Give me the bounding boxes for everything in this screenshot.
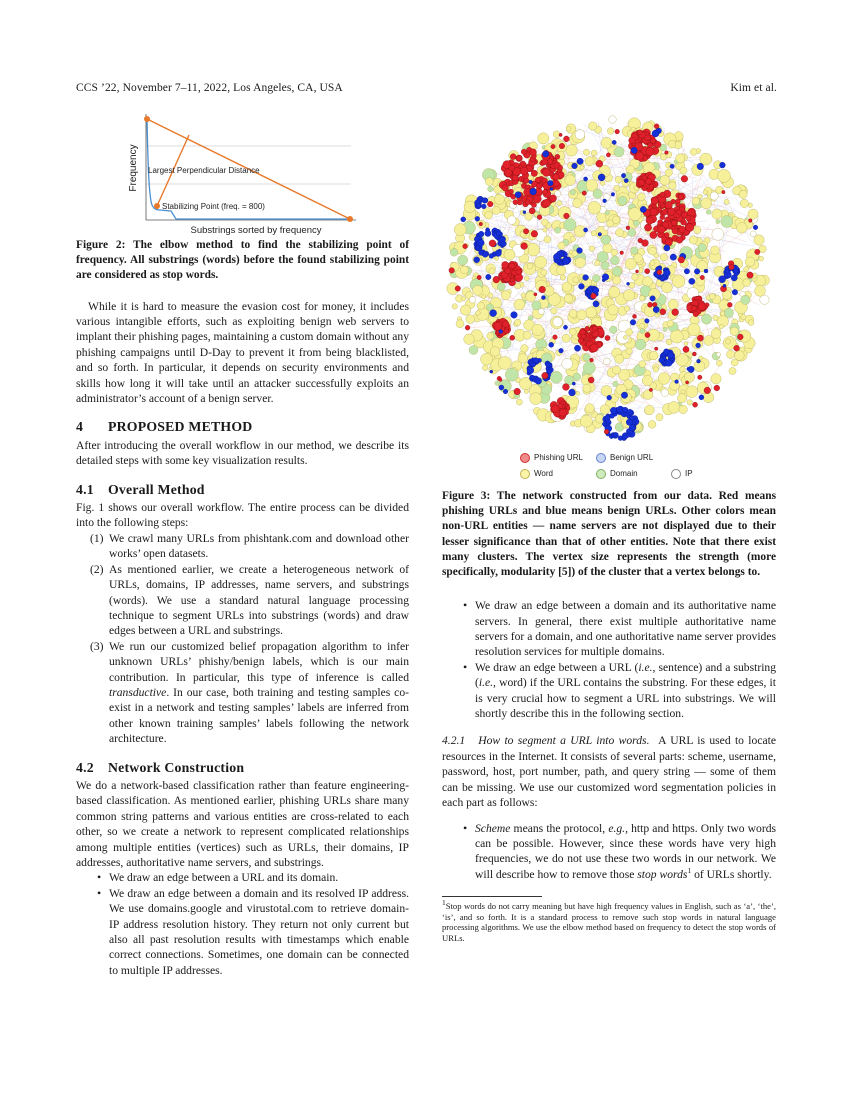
figure-2-elbow-chart bbox=[76, 108, 409, 236]
benign-swatch-icon bbox=[596, 453, 606, 463]
right-column bbox=[442, 108, 776, 944]
legend-word: Word bbox=[520, 466, 553, 481]
section-4-intro: After introducing the overall workflow in our method, we describe its detailed steps with some key visualization results. bbox=[76, 438, 409, 468]
section-4-2-heading bbox=[76, 760, 409, 775]
subsection-number: 4.2.1 bbox=[442, 734, 466, 748]
list-item: • We draw an edge between a domain and its authoritative name servers. In general, there exist multiple authoritative name servers for a domain, and one authoritative name server provides resolution services for multiple domains. bbox=[442, 598, 776, 660]
section-4-1-heading bbox=[76, 482, 409, 497]
list-item: (1) We crawl many URLs from phishtank.com and download other works’ open datasets. bbox=[90, 531, 409, 561]
annotation-stabilizing: Stabilizing Point (freq. = 800) bbox=[162, 202, 265, 211]
subsection-title: How to segment a URL into words. bbox=[478, 734, 650, 748]
figure-2-caption: Figure 2: The elbow method to find the stabilizing point of frequency. All substrings (words) before the found stabilizing point are considered as stop words. bbox=[76, 239, 409, 282]
paragraph-evasion-cost: While it is hard to measure the evasion cost for money, it includes various intangible efforts, such as exploiting benign web servers to implant their phishing pages, maintaining a custom domain without any phishing campaigns until D-Day to prevent it from being blacklisted, and so forth. In particular, it depends on security environments and skills how long it will take until an attacker successfully exploits an administrator’s account of a benign server. bbox=[76, 299, 409, 406]
figure-3-caption: Figure 3: The network constructed from our data. Red means phishing URLs and blue means benign URLs. Other colors mean non-URL entities — name servers are not displayed due to their lesser significance than that of other entities. Note that there exist many clusters. The vertex size represents the strength (more specifically, modularity [5]) of the cluster that a vertex belongs to. bbox=[442, 490, 776, 579]
footnote-rule bbox=[442, 896, 542, 897]
word-swatch-icon bbox=[520, 469, 530, 479]
edge-rules-list-continued bbox=[442, 598, 776, 721]
left-column bbox=[76, 108, 409, 978]
annotation-perpendicular: Largest Perpendicular Distance bbox=[148, 166, 260, 175]
list-item: (2) As mentioned earlier, we create a heterogeneous network of URLs, domains, IP addresses, name servers, and substrings (words). We use a standard natural language processing technique to segment URLs into substrings (words) and draw edges between a URL and substrings. bbox=[90, 562, 409, 638]
running-header-left: CCS ’22, November 7–11, 2022, Los Angeles, CA, USA bbox=[76, 82, 343, 94]
subsection-4-2-1: 4.2.1 How to segment a URL into words. A URL is used to locate resources in the Internet. It consists of several parts: scheme, username, password, host, port number, path, and query string — some of them can be missing. We use our customized word segmentation policies in each part as follows: bbox=[442, 734, 776, 810]
legend-domain: Domain bbox=[596, 466, 638, 481]
domain-swatch-icon bbox=[596, 469, 606, 479]
section-4-2-paragraph: We do a network-based classification rather than feature engineering-based classification. As mentioned earlier, phishing URLs share many common string patterns and various entities are cross-related to each other, so we create a network to represent complicated relationships among multiple entities (vertices) such as URLs, their domains, IP addresses, authoritative name servers, and substrings. bbox=[76, 778, 409, 870]
list-item: • We draw an edge between a URL and its domain. bbox=[76, 870, 409, 885]
legend-ip: IP bbox=[671, 466, 693, 481]
x-axis-label: Substrings sorted by frequency bbox=[190, 225, 322, 236]
list-item: • We draw an edge between a URL (i.e., sentence) and a substring (i.e., word) if the URL contains the substring. For these edges, it is very crucial how to segment a URL into substrings. We will shortly describe this in the following section. bbox=[442, 660, 776, 722]
start-point bbox=[144, 116, 150, 122]
phishing-swatch-icon bbox=[520, 453, 530, 463]
stabilizing-point bbox=[154, 203, 160, 209]
running-header-right: Kim et al. bbox=[730, 82, 777, 94]
figure-3-network-graph bbox=[442, 108, 776, 442]
section-number: 4.1 bbox=[76, 481, 94, 497]
segmentation-policy-list bbox=[442, 821, 776, 883]
y-axis-label: Frequency bbox=[128, 144, 139, 192]
list-item: • We draw an edge between a domain and its resolved IP address. We use domains.google and virustotal.com to retrieve domain-IP address resolution history. They return not only current but also all past resolution results with timestamps which enable correct connections. Sometimes, one domain can be connected to multiple IP addresses. bbox=[76, 886, 409, 978]
section-number: 4.2 bbox=[76, 759, 94, 775]
section-title: Overall Method bbox=[108, 481, 205, 497]
legend-benign: Benign URL bbox=[596, 450, 653, 465]
section-4-heading bbox=[76, 419, 409, 434]
footnote: $^1$Stop words do not carry meaning but have high frequency values in English, such as ‘a’, ‘the’, ‘is’, and so forth. It is a standard process to remove such stop words in natural language processing algorithms. We use the elbow method based on frequency to detect the stop words of URLs. bbox=[442, 898, 776, 943]
figure-3-legend bbox=[442, 442, 776, 478]
section-4-1-intro: Fig. 1 shows our overall workflow. The entire process can be divided into the following steps: bbox=[76, 501, 409, 530]
workflow-steps bbox=[76, 531, 409, 747]
elbow-plot bbox=[76, 108, 409, 236]
section-title: PROPOSED METHOD bbox=[108, 419, 253, 435]
list-item: (3) We run our customized belief propagation algorithm to infer unknown URLs’ phishy/benign labels, which is our main contribution. In particular, this type of inference is called transductive. In our case, both training and testing samples co-exist in a network and testing samples’ labels are inferred from other known training samples’ labels following the network architecture. bbox=[90, 639, 409, 746]
end-point bbox=[347, 216, 353, 222]
edge-rules-list bbox=[76, 870, 409, 978]
legend-phishing: Phishing URL bbox=[520, 450, 583, 465]
list-item: • Scheme means the protocol, e.g., http and https. Only two words can be possible. However, since these words have very high frequencies, we do not use these two words in our network. We will describe how to remove those stop words$^1$ of URLs shortly. bbox=[442, 821, 776, 883]
ip-swatch-icon bbox=[671, 469, 681, 479]
section-title: Network Construction bbox=[108, 759, 245, 775]
section-number: 4 bbox=[76, 419, 84, 435]
